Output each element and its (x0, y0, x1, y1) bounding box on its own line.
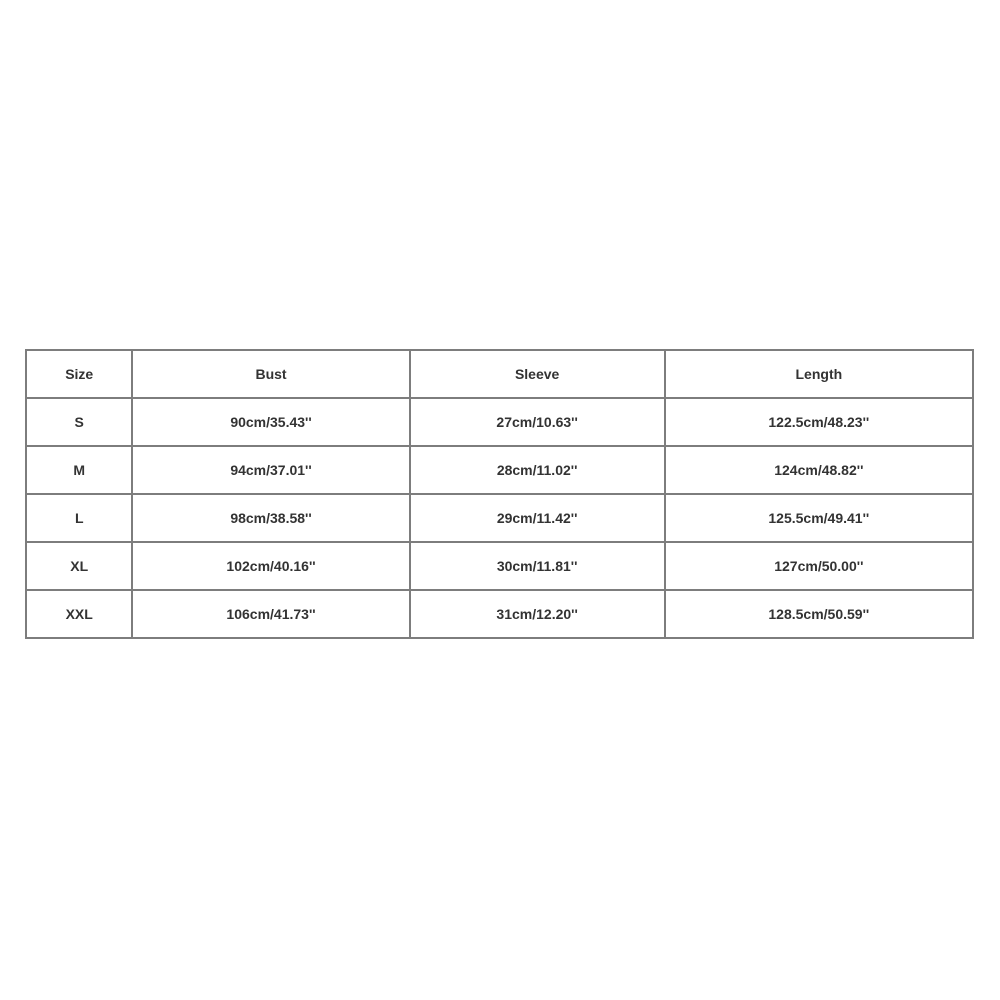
size-chart-table (25, 349, 974, 639)
cell-sleeve: 28cm/11.02'' (410, 446, 665, 494)
cell-sleeve: 29cm/11.42'' (410, 494, 665, 542)
table-header-row (26, 350, 973, 398)
cell-size: XXL (26, 590, 132, 638)
cell-bust: 106cm/41.73'' (132, 590, 409, 638)
header-length: Length (665, 350, 973, 398)
cell-sleeve: 30cm/11.81'' (410, 542, 665, 590)
cell-size: M (26, 446, 132, 494)
cell-bust: 90cm/35.43'' (132, 398, 409, 446)
cell-length: 125.5cm/49.41'' (665, 494, 973, 542)
header-size: Size (26, 350, 132, 398)
cell-sleeve: 31cm/12.20'' (410, 590, 665, 638)
table-row (26, 542, 973, 590)
cell-bust: 94cm/37.01'' (132, 446, 409, 494)
cell-length: 128.5cm/50.59'' (665, 590, 973, 638)
cell-length: 124cm/48.82'' (665, 446, 973, 494)
cell-length: 122.5cm/48.23'' (665, 398, 973, 446)
cell-size: S (26, 398, 132, 446)
cell-size: L (26, 494, 132, 542)
cell-length: 127cm/50.00'' (665, 542, 973, 590)
cell-bust: 102cm/40.16'' (132, 542, 409, 590)
table-row (26, 446, 973, 494)
header-bust: Bust (132, 350, 409, 398)
cell-bust: 98cm/38.58'' (132, 494, 409, 542)
table-row (26, 590, 973, 638)
cell-size: XL (26, 542, 132, 590)
cell-sleeve: 27cm/10.63'' (410, 398, 665, 446)
header-sleeve: Sleeve (410, 350, 665, 398)
table-row (26, 398, 973, 446)
table-row (26, 494, 973, 542)
